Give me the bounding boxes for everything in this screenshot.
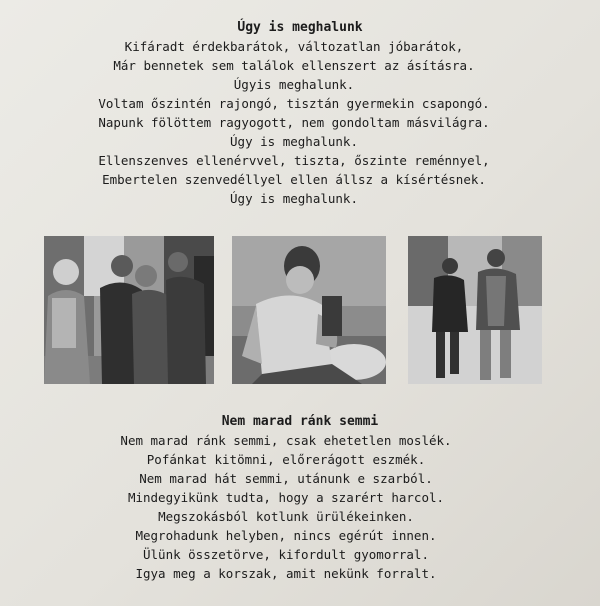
poem-title: Úgy is meghalunk: [237, 20, 363, 35]
poem-line: Napunk fölöttem ragyogott, nem gondoltam másvilágra.: [98, 115, 490, 130]
photo-street-group: [44, 236, 214, 384]
photo-street-group-image: [44, 236, 214, 384]
photo-walking-men: [408, 236, 542, 384]
poem-line: Embertelen szenvedéllyel ellen állsz a kísértésnek.: [102, 172, 486, 187]
poem-line: Már bennetek sem találok ellenszert az ásításra.: [113, 58, 475, 73]
photo-seated-man: [232, 236, 386, 384]
poem-line: Úgyis meghalunk.: [233, 77, 355, 92]
poem-line: Nem marad ránk semmi, csak ehetetlen moslék.: [120, 433, 452, 448]
poem-line: Ellenszenves ellenérvvel, tiszta, őszinte reménnyel,: [98, 153, 490, 168]
poem-ugy-is-meghalunk: [0, 18, 600, 208]
poem-line: Ülünk összetörve, kifordult gyomorral.: [143, 547, 429, 562]
photo-strip: [0, 236, 600, 384]
photo-walking-men-image: [408, 236, 542, 384]
poem-line: Megrohadunk helyben, nincs egérút innen.: [135, 528, 437, 543]
photo-seated-man-image: [232, 236, 386, 384]
poem-line: Megszokásból kotlunk ürülékeinken.: [158, 509, 414, 524]
poem-line: Mindegyikünk tudta, hogy a szarért harcol.: [127, 490, 445, 505]
poem-title: Nem marad ránk semmi: [221, 414, 379, 429]
poem-line: Úgy is meghalunk.: [230, 134, 358, 149]
poem-line: Nem marad hát semmi, utánunk e szarból.: [139, 471, 433, 486]
poem-line: Voltam őszintén rajongó, tisztán gyermekin csapongó.: [98, 96, 490, 111]
poem-line: Igya meg a korszak, amit nekünk forralt.: [135, 566, 437, 581]
poem-line: Úgy is meghalunk.: [230, 191, 358, 206]
poem-line: Pofánkat kitömni, előrerágott eszmék.: [146, 452, 426, 467]
poem-nem-marad-rank-semmi: [0, 412, 600, 583]
poem-line: Kifáradt érdekbarátok, változatlan jóbarátok,: [124, 39, 464, 54]
